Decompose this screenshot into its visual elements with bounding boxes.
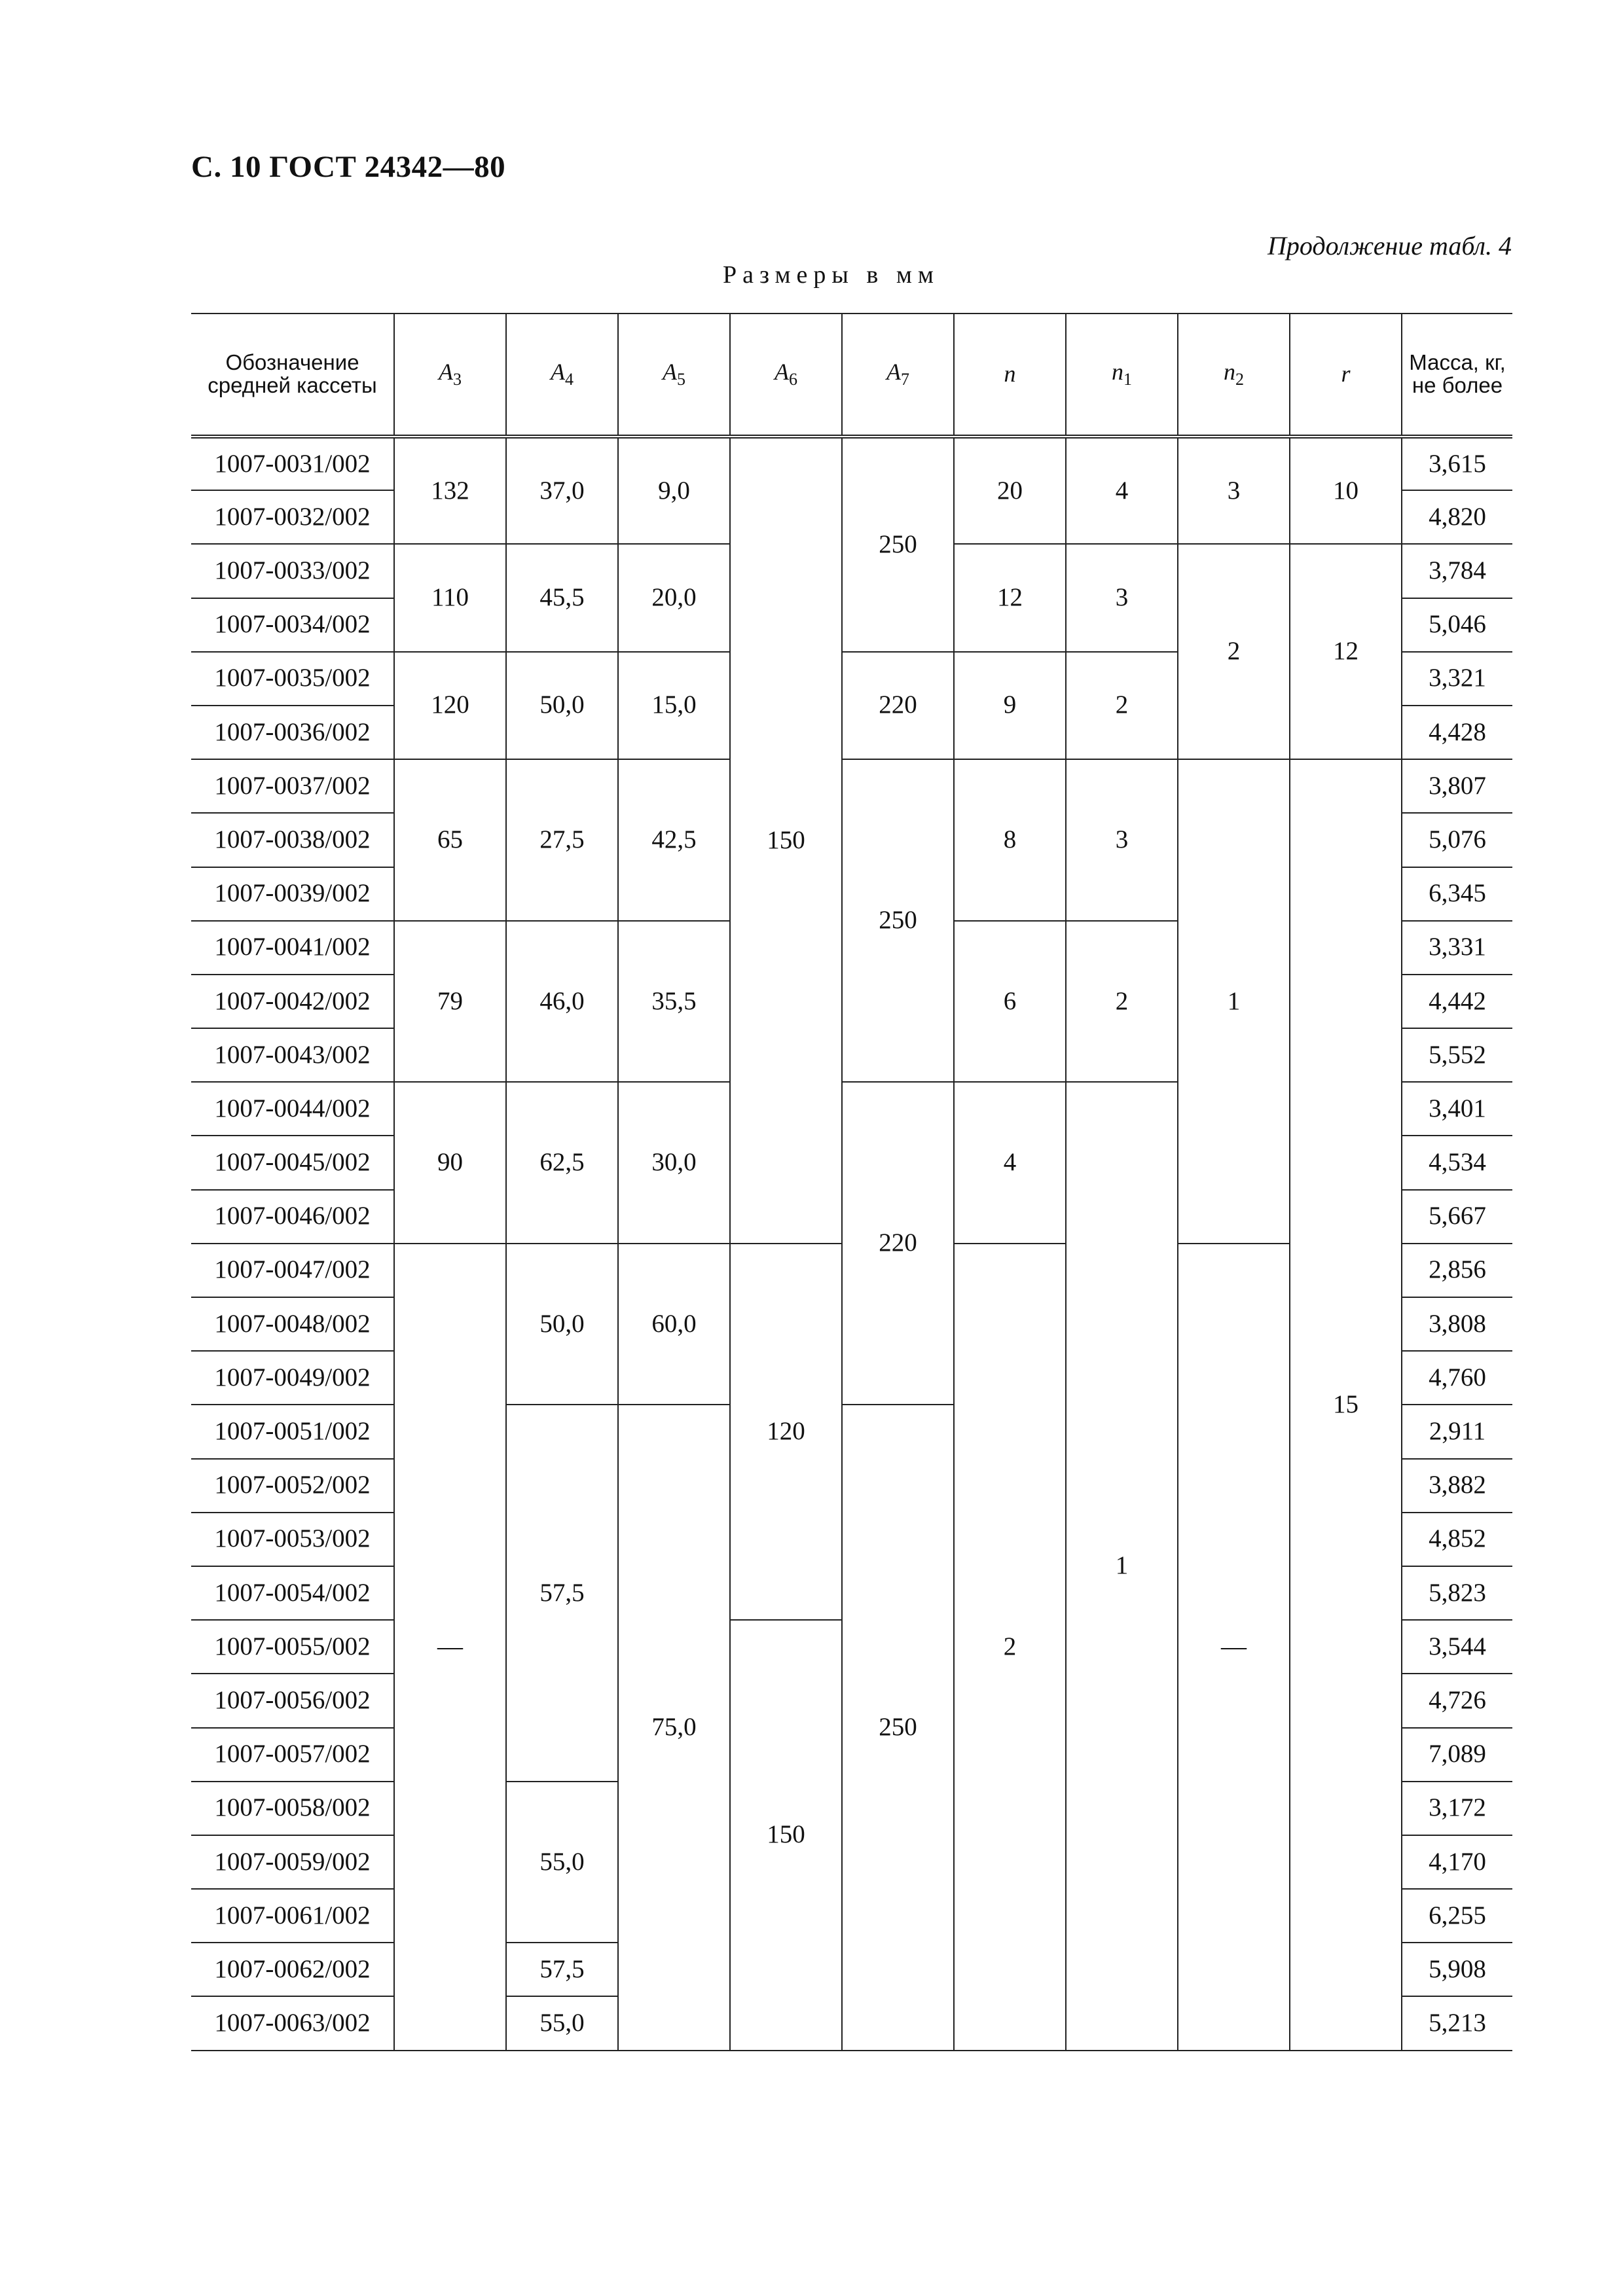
- designation-cell: 1007-0051/002: [191, 1405, 394, 1458]
- n-cell: 4: [954, 1082, 1066, 1244]
- mass-cell: 3,172: [1402, 1782, 1512, 1835]
- designation-cell: 1007-0044/002: [191, 1082, 394, 1136]
- a5-cell: 35,5: [618, 921, 730, 1083]
- n-cell: 6: [954, 921, 1066, 1083]
- a3-cell: 79: [394, 921, 506, 1083]
- n2-cell: 3: [1178, 437, 1290, 544]
- designation-cell: 1007-0048/002: [191, 1297, 394, 1351]
- header-a7: $A_7$: [842, 314, 954, 437]
- designation-cell: 1007-0036/002: [191, 706, 394, 759]
- designation-cell: 1007-0038/002: [191, 813, 394, 867]
- n2-cell: 1: [1178, 759, 1290, 1244]
- header-a6: $A_6$: [730, 314, 842, 437]
- a4-cell: 57,5: [506, 1405, 618, 1781]
- designation-cell: 1007-0034/002: [191, 598, 394, 652]
- designation-cell: 1007-0054/002: [191, 1566, 394, 1620]
- n1-cell: 4: [1066, 437, 1178, 544]
- mass-cell: 3,808: [1402, 1297, 1512, 1351]
- designation-cell: 1007-0052/002: [191, 1459, 394, 1513]
- mass-cell: 3,784: [1402, 544, 1512, 598]
- designation-cell: 1007-0058/002: [191, 1782, 394, 1835]
- header-a3: $A_3$: [394, 314, 506, 437]
- page-header: С. 10 ГОСТ 24342—80: [191, 150, 506, 184]
- n1-cell: 3: [1066, 544, 1178, 651]
- designation-cell: 1007-0037/002: [191, 759, 394, 813]
- a5-cell: 75,0: [618, 1405, 730, 2050]
- mass-cell: 6,345: [1402, 867, 1512, 921]
- mass-cell: 4,852: [1402, 1513, 1512, 1566]
- mass-cell: 3,882: [1402, 1459, 1512, 1513]
- header-a4: $A_4$: [506, 314, 618, 437]
- a7-cell: 250: [842, 759, 954, 1082]
- designation-cell: 1007-0032/002: [191, 490, 394, 544]
- header-n: n: [954, 314, 1066, 437]
- designation-cell: 1007-0056/002: [191, 1674, 394, 1727]
- n1-cell: 2: [1066, 652, 1178, 759]
- a4-cell: 45,5: [506, 544, 618, 651]
- designation-cell: 1007-0061/002: [191, 1889, 394, 1943]
- designation-cell: 1007-0062/002: [191, 1943, 394, 1996]
- n1-cell: 2: [1066, 921, 1178, 1083]
- a6-cell: 150: [730, 437, 842, 1244]
- designation-cell: 1007-0043/002: [191, 1028, 394, 1082]
- r-cell: 15: [1290, 759, 1402, 2051]
- mass-cell: 3,544: [1402, 1620, 1512, 1674]
- a6-cell: 120: [730, 1244, 842, 1620]
- n-cell: 8: [954, 759, 1066, 921]
- designation-cell: 1007-0041/002: [191, 921, 394, 975]
- a4-cell: 55,0: [506, 1996, 618, 2050]
- n1-cell: 1: [1066, 1082, 1178, 2050]
- units-caption: Размеры в мм: [723, 261, 939, 289]
- mass-cell: 5,667: [1402, 1190, 1512, 1244]
- mass-cell: 5,076: [1402, 813, 1512, 867]
- designation-cell: 1007-0049/002: [191, 1351, 394, 1405]
- header-a5: $A_5$: [618, 314, 730, 437]
- designation-cell: 1007-0045/002: [191, 1136, 394, 1189]
- mass-cell: 5,213: [1402, 1996, 1512, 2050]
- mass-cell: 4,534: [1402, 1136, 1512, 1189]
- table-row: [191, 759, 1512, 813]
- a5-cell: 9,0: [618, 437, 730, 544]
- a5-cell: 60,0: [618, 1244, 730, 1405]
- a5-cell: 42,5: [618, 759, 730, 921]
- n2-cell: —: [1178, 1244, 1290, 2051]
- mass-cell: 2,856: [1402, 1244, 1512, 1297]
- a4-cell: 50,0: [506, 1244, 618, 1405]
- header-n1: $n_1$: [1066, 314, 1178, 437]
- mass-cell: 5,823: [1402, 1566, 1512, 1620]
- a6-cell: 150: [730, 1620, 842, 2051]
- mass-cell: 3,331: [1402, 921, 1512, 975]
- n-cell: 9: [954, 652, 1066, 759]
- a5-cell: 20,0: [618, 544, 730, 651]
- designation-cell: 1007-0042/002: [191, 975, 394, 1028]
- table-continuation-note: Продолжение табл. 4: [1267, 231, 1512, 260]
- mass-cell: 3,321: [1402, 652, 1512, 706]
- n-cell: 12: [954, 544, 1066, 651]
- mass-cell: 3,807: [1402, 759, 1512, 813]
- a7-cell: 220: [842, 652, 954, 759]
- mass-cell: 3,615: [1402, 437, 1512, 490]
- header-n2: $n_2$: [1178, 314, 1290, 437]
- designation-cell: 1007-0033/002: [191, 544, 394, 598]
- designation-cell: 1007-0053/002: [191, 1513, 394, 1566]
- mass-cell: 4,820: [1402, 490, 1512, 544]
- table-header-row: [191, 314, 1512, 437]
- mass-cell: 4,760: [1402, 1351, 1512, 1405]
- mass-cell: 5,046: [1402, 598, 1512, 652]
- designation-cell: 1007-0046/002: [191, 1190, 394, 1244]
- table-row: [191, 437, 1512, 490]
- designation-cell: 1007-0057/002: [191, 1728, 394, 1782]
- a3-cell: 110: [394, 544, 506, 651]
- r-cell: 10: [1290, 437, 1402, 544]
- mass-cell: 4,726: [1402, 1674, 1512, 1727]
- a4-cell: 46,0: [506, 921, 618, 1083]
- mass-cell: 4,428: [1402, 706, 1512, 759]
- header-mass: Масса, кг, не более: [1402, 314, 1512, 437]
- a4-cell: 27,5: [506, 759, 618, 921]
- designation-cell: 1007-0059/002: [191, 1835, 394, 1889]
- mass-cell: 7,089: [1402, 1728, 1512, 1782]
- n1-cell: 3: [1066, 759, 1178, 921]
- a4-cell: 55,0: [506, 1782, 618, 1943]
- r-cell: 12: [1290, 544, 1402, 759]
- a7-cell: 250: [842, 437, 954, 652]
- designation-cell: 1007-0063/002: [191, 1996, 394, 2050]
- a4-cell: 50,0: [506, 652, 618, 759]
- a3-cell: 120: [394, 652, 506, 759]
- mass-cell: 5,552: [1402, 1028, 1512, 1082]
- a5-cell: 15,0: [618, 652, 730, 759]
- mass-cell: 6,255: [1402, 1889, 1512, 1943]
- designation-cell: 1007-0035/002: [191, 652, 394, 706]
- a3-cell: —: [394, 1244, 506, 2051]
- a3-cell: 65: [394, 759, 506, 921]
- n2-cell: 2: [1178, 544, 1290, 759]
- designation-cell: 1007-0031/002: [191, 437, 394, 490]
- a3-cell: 132: [394, 437, 506, 544]
- mass-cell: 2,911: [1402, 1405, 1512, 1458]
- mass-cell: 5,908: [1402, 1943, 1512, 1996]
- designation-cell: 1007-0055/002: [191, 1620, 394, 1674]
- header-r: r: [1290, 314, 1402, 437]
- designation-cell: 1007-0047/002: [191, 1244, 394, 1297]
- designation-cell: 1007-0039/002: [191, 867, 394, 921]
- a4-cell: 57,5: [506, 1943, 618, 1996]
- mass-cell: 3,401: [1402, 1082, 1512, 1136]
- header-designation: Обозначение средней кассеты: [191, 314, 394, 437]
- n-cell: 20: [954, 437, 1066, 544]
- cassette-dimensions-table: [191, 313, 1512, 2051]
- a5-cell: 30,0: [618, 1082, 730, 1244]
- a4-cell: 62,5: [506, 1082, 618, 1244]
- mass-cell: 4,442: [1402, 975, 1512, 1028]
- a7-cell: 250: [842, 1405, 954, 2050]
- a3-cell: 90: [394, 1082, 506, 1244]
- a4-cell: 37,0: [506, 437, 618, 544]
- n-cell: 2: [954, 1244, 1066, 2051]
- mass-cell: 4,170: [1402, 1835, 1512, 1889]
- a7-cell: 220: [842, 1082, 954, 1405]
